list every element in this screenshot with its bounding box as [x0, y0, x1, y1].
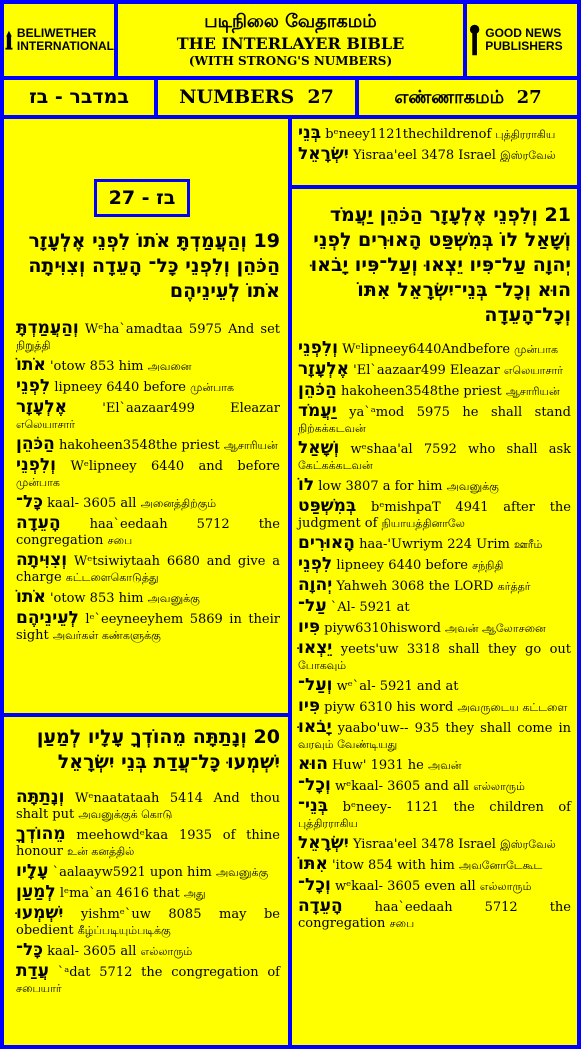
transliteration-gloss: 'El`aazaar499 Eleazar	[353, 363, 500, 378]
transliteration-gloss: lipneey 6440 before	[336, 558, 468, 573]
word-entry	[298, 382, 571, 400]
transliteration-gloss: wᵉkaal- 3605 even all	[334, 879, 476, 894]
word-entry	[16, 320, 280, 354]
hebrew-word: וְנָתַתָּה	[16, 787, 65, 807]
verse-21-panel	[292, 189, 577, 1045]
tamil-gloss: சபையார்	[16, 982, 62, 995]
word-entry	[298, 340, 571, 358]
title-block	[118, 4, 463, 76]
word-entry	[16, 963, 280, 997]
tamil-gloss: இஸ்ரவேல்	[500, 838, 556, 851]
transliteration-gloss: Wᵉlipneey 6440 and before	[70, 459, 280, 474]
tamil-gloss: நிறுத்தி	[16, 339, 51, 352]
hebrew-word: פִּיו	[298, 617, 321, 637]
word-entry	[16, 378, 280, 396]
book-name: NUMBERS	[179, 86, 295, 108]
transliteration-gloss: ya`ᵃmod 5975 he shall stand	[349, 405, 571, 420]
verse-20-entries	[16, 789, 280, 997]
tamil-gloss: எல்லாரும்	[140, 945, 193, 958]
transliteration-gloss: kaal- 3605 all	[47, 496, 137, 511]
tamil-gloss: அவனை	[147, 360, 192, 373]
hebrew-word: וְהַעֲמַדְתָּ	[16, 318, 79, 338]
transliteration-gloss: hakoheen3548the priest	[58, 438, 220, 453]
hebrew-word: אֹתוֹ	[16, 587, 46, 607]
hebrew-word: וְכָל־	[298, 775, 331, 795]
tamil-gloss: அவருடைய கட்டளை	[457, 701, 568, 714]
hebrew-word: לוֹ	[298, 475, 315, 495]
transliteration-gloss: hakoheen3548the priest	[340, 384, 502, 399]
tamil-gloss: சந்நிதி	[472, 559, 504, 572]
word-entry	[298, 640, 571, 674]
word-entry	[16, 399, 280, 433]
transliteration-gloss: haa`eedaah 5712 the congregation	[298, 900, 571, 931]
verse-20-continued-panel	[292, 119, 577, 185]
tamil-gloss: நியாயத்தினாலே	[381, 517, 465, 530]
hebrew-word: בְּמִשְׁפַּט	[298, 496, 357, 516]
hebrew-word: וְכָל־	[298, 875, 331, 895]
word-entry	[16, 589, 280, 607]
tamil-gloss: அவன்	[428, 759, 462, 772]
tamil-gloss: அவனுக்கு	[215, 866, 269, 879]
word-entry	[16, 863, 280, 881]
word-entry	[298, 125, 571, 143]
tamil-gloss: எலெயாசார்	[503, 364, 563, 377]
hebrew-word: לְמַעַן	[16, 882, 56, 902]
hebrew-book: במדבר - בז	[4, 80, 154, 115]
transliteration-gloss: 'itow 854 with him	[331, 858, 455, 873]
word-entry	[298, 598, 571, 616]
chapter-number: 27	[307, 86, 334, 108]
logo-right	[467, 4, 577, 76]
transliteration-gloss: bᵉneey- 1121 the children of	[342, 800, 571, 815]
transliteration-gloss: Wᵉtsiwiytaah 6680 and give a charge	[16, 554, 280, 585]
verse-20-hebrew: 20 וְנָתַתָּה מֵהוֹדְךָ עָלָיו לְמַעַן יִשְׁמְעוּ כָּל־עֲדַת בְּנֵי יִשְׂרָאֵל	[36, 726, 280, 773]
tamil-book	[359, 80, 577, 115]
tamil-gloss: முன்பாக	[190, 381, 234, 394]
tamil-gloss: அவனுக்குக் கொடு	[78, 808, 173, 821]
hebrew-word: יָבֹאוּ	[298, 717, 332, 737]
word-entry	[298, 898, 571, 932]
tamil-gloss: கட்டளைகொடுத்து	[65, 571, 159, 584]
transliteration-gloss: Huw' 1931 he	[332, 758, 424, 773]
transliteration-gloss: kaal- 3605 all	[47, 944, 137, 959]
transliteration-gloss: Wᵉlipneey6440Andbefore	[342, 342, 511, 357]
subtitle: (WITH STRONG'S NUMBERS)	[188, 54, 393, 68]
word-entry	[298, 535, 571, 553]
title-tamil: படிநிலை வேதாகமம்	[204, 11, 377, 32]
logo-right-text: GOOD NEWS PUBLISHERS	[485, 26, 563, 53]
tamil-gloss: கீழ்ப்படியும்படிக்கு	[77, 924, 171, 937]
transliteration-gloss: yeets'uw 3318 shall they go out	[340, 642, 571, 657]
hebrew-word: יַעֲמֹד	[298, 401, 337, 421]
hebrew-word: אֶלְעָזָר	[298, 359, 349, 379]
word-entry	[16, 610, 280, 644]
word-entry	[298, 403, 571, 437]
tamil-book-name: எண்ணாகமம்	[394, 87, 505, 108]
word-entry	[16, 552, 280, 586]
transliteration-gloss: wᵉshaa'al 7592 who shall ask	[350, 442, 571, 457]
transliteration-gloss: low 3807 a for him	[318, 479, 443, 494]
hebrew-word: וְצִוִּיתָה	[16, 550, 68, 570]
word-entry	[298, 619, 571, 637]
transliteration-gloss: `ᵃdat 5712 the congregation of	[57, 965, 280, 980]
hebrew-word: פִּיו	[298, 696, 321, 716]
page-title: THE INTERLAYER BIBLE	[176, 34, 405, 53]
tamil-gloss: அவனுக்கு	[147, 592, 200, 605]
book-chapter	[158, 80, 355, 115]
tamil-gloss: புத்திரராகிய	[495, 128, 556, 141]
word-entry	[298, 498, 571, 532]
transliteration-gloss: Wᵉha`amadtaa 5975 And set	[84, 322, 280, 337]
transliteration-gloss: `aalaayw5921 upon him	[52, 865, 212, 880]
transliteration-gloss: yishmᵉ`uw 8085 may be obedient	[16, 907, 281, 938]
transliteration-gloss: bᵉmishpaT 4941 after the judgment of	[298, 500, 571, 531]
transliteration-gloss: 'El`aazaar499 Eleazar	[102, 401, 280, 416]
logo-left-text: BELIWETHER INTERNATIONAL	[16, 26, 114, 53]
hebrew-word: כָּל־	[16, 940, 43, 960]
tamil-gloss: புத்திரராகிய	[298, 817, 358, 830]
hebrew-word: יְהוָה	[298, 575, 333, 595]
hebrew-word: יִשְׁמְעוּ	[16, 903, 64, 923]
tamil-gloss: நிற்கக்கடவன்	[298, 422, 366, 435]
transliteration-gloss: 'otow 853 him	[49, 359, 144, 374]
hebrew-word: מֵהוֹדְךָ	[16, 824, 66, 844]
tamil-gloss: அது	[183, 887, 206, 900]
verse-21-hebrew: 21 וְלִפְנֵי אֶלְעָזָר הַכֹּהֵן יַעֲמֹד וְשָׁאַל לוֹ בְּמִשְׁפַּט הָאוּרִים לִפְנֵי יְהוָה עַל־פִּיו יֵצְאוּ וְעַל־פִּיו יָבֹאוּ הוּא וְכָל־ בְּנֵי־יִשְׂרָאֵל אִתּוֹ וְכָל־הָעֵדָה	[310, 204, 571, 326]
tamil-gloss: சபை	[107, 534, 133, 547]
verse-19-entries	[16, 320, 280, 644]
transliteration-gloss: Yahweh 3068 the LORD	[336, 579, 494, 594]
word-entry	[16, 942, 280, 960]
hebrew-word: יִשְׂרָאֵל	[298, 833, 349, 853]
transliteration-gloss: lᵉma`an 4616 that	[59, 886, 180, 901]
tamil-gloss: அவனுக்கு	[446, 480, 499, 493]
word-entry	[298, 556, 571, 574]
hebrew-word: הָעֵדָה	[298, 896, 343, 916]
tamil-gloss: வரவும் வேண்டியது	[298, 738, 398, 751]
tamil-gloss: அவர்கள் கண்களுக்கு	[52, 629, 161, 642]
tamil-gloss: அவனோடேகூட	[458, 859, 543, 872]
word-entry	[298, 856, 571, 874]
hebrew-word: וְלִפְנֵי	[298, 338, 339, 358]
word-entry	[298, 440, 571, 474]
hebrew-word: לִפְנֵי	[298, 554, 333, 574]
word-entry	[16, 357, 280, 375]
word-entry	[16, 457, 280, 491]
hebrew-word: אֹתוֹ	[16, 355, 46, 375]
tamil-gloss: எல்லாரும்	[479, 880, 532, 893]
word-entry	[298, 777, 571, 795]
word-entry	[16, 789, 280, 823]
transliteration-gloss: lipneey 6440 before	[54, 380, 186, 395]
hebrew-word: וְשָׁאַל	[298, 438, 340, 458]
tamil-gloss: ஊரீம்	[513, 538, 543, 551]
word-entry	[16, 515, 280, 549]
verse-21-entries	[298, 340, 571, 932]
transliteration-gloss: wᵉkaal- 3605 and all	[334, 779, 470, 794]
hebrew-word: אֶלְעָזָר	[16, 397, 67, 417]
word-entry	[298, 477, 571, 495]
tamil-gloss: எல்லாரும்	[473, 780, 525, 793]
word-entry	[16, 884, 280, 902]
verse-19-panel	[4, 119, 288, 713]
chapter-badge: 27 - בז	[94, 179, 190, 217]
tower-icon	[4, 12, 14, 68]
transliteration-gloss: wᵉ`al- 5921 and at	[336, 679, 459, 694]
word-entry	[298, 577, 571, 595]
word-entry	[298, 756, 571, 774]
hebrew-word: יֵצְאוּ	[298, 638, 333, 658]
hebrew-word: כָּל־	[16, 492, 43, 512]
hebrew-word: הַכֹּהֵן	[16, 434, 55, 454]
transliteration-gloss: Yisraa'eel 3478 Israel	[352, 148, 496, 163]
word-entry	[298, 798, 571, 832]
word-entry	[298, 877, 571, 895]
hebrew-word: עַל־	[298, 596, 327, 616]
transliteration-gloss: haa-'Uwriym 224 Urim	[359, 537, 510, 552]
verse-19-hebrew: 19 וְהַעֲמַדְתָּ אֹתוֹ לִפְנֵי אֶלְעָזָר הַכֹּהֵן וְלִפְנֵי כָּל־ הָעֵדָה וְצִוִּיתָה אֹתוֹ לְעֵינֵיהֶם	[28, 230, 280, 302]
transliteration-gloss: 'otow 853 him	[49, 591, 144, 606]
tamil-gloss: இஸ்ரவேல்	[500, 149, 556, 162]
hebrew-word: עֲדַת	[16, 961, 49, 981]
word-entry	[16, 905, 280, 939]
transliteration-gloss: bᵉneey1121thechildrenof	[325, 127, 492, 142]
hebrew-word: הַכֹּהֵן	[298, 380, 337, 400]
word-entry	[298, 361, 571, 379]
transliteration-gloss: Yisraa'eel 3478 Israel	[352, 837, 496, 852]
tamil-gloss: போகவும்	[298, 659, 347, 672]
tamil-gloss: கேட்கக்கடவன்	[298, 459, 373, 472]
tamil-gloss: எலெயாசார்	[16, 418, 76, 431]
tamil-gloss: அவன் ஆலோசனை	[445, 622, 546, 635]
tamil-gloss: உன் கனத்தில்	[67, 845, 135, 858]
hebrew-word: בְּנֵי	[298, 123, 322, 143]
hebrew-word: הָעֵדָה	[16, 513, 61, 533]
tamil-gloss: ஆசாரியன்	[223, 439, 278, 452]
word-entry	[298, 146, 571, 164]
hebrew-word: לְעֵינֵיהֶם	[16, 608, 79, 628]
transliteration-gloss: `Al- 5921 at	[330, 600, 410, 615]
tamil-gloss: அனைத்திற்கும்	[140, 497, 217, 510]
tamil-gloss: சபை	[389, 917, 415, 930]
word-entry	[16, 436, 280, 454]
transliteration-gloss: piyw 6310 his word	[324, 700, 454, 715]
hebrew-word: וְעַל־	[298, 675, 333, 695]
hebrew-word: בְּנֵי־	[298, 796, 329, 816]
tamil-gloss: முன்பாக	[514, 343, 559, 356]
word-entry	[16, 494, 280, 512]
transliteration-gloss: haa`eedaah 5712 the congregation	[16, 517, 280, 548]
transliteration-gloss: lᵉ`eeyneeyhem 5869 in their sight	[16, 612, 280, 643]
logo-left	[4, 4, 114, 76]
transliteration-gloss: meehowdᵉkaa 1935 of thine honour	[16, 828, 280, 859]
word-entry	[16, 826, 280, 860]
tamil-gloss: முன்பாக	[16, 476, 60, 489]
transliteration-gloss: Wᵉnaatataah 5414 And thou shalt put	[16, 791, 280, 822]
transliteration-gloss: yaabo'uw-- 935 they shall come in	[337, 721, 571, 736]
word-entry	[298, 835, 571, 853]
hebrew-word: אִתּוֹ	[298, 854, 328, 874]
hebrew-word: לִפְנֵי	[16, 376, 51, 396]
hebrew-word: עָלָיו	[16, 861, 49, 881]
tamil-gloss: ஆசாரியன்	[505, 385, 560, 398]
verse-20-panel	[4, 717, 288, 1045]
word-entry	[298, 677, 571, 695]
hebrew-word: הָאוּרִים	[298, 533, 355, 553]
transliteration-gloss: piyw6310hisword	[324, 621, 441, 636]
hebrew-word: יִשְׂרָאֵל	[298, 144, 349, 164]
word-entry	[298, 719, 571, 753]
hebrew-word: הוּא	[298, 754, 328, 774]
hebrew-word: וְלִפְנֵי	[16, 455, 57, 475]
tamil-chapter: 27	[516, 87, 542, 108]
word-entry	[298, 698, 571, 716]
verse-20-continued-entries	[298, 125, 571, 164]
torch-icon	[467, 12, 482, 68]
tamil-gloss: கர்த்தர்	[497, 580, 531, 593]
